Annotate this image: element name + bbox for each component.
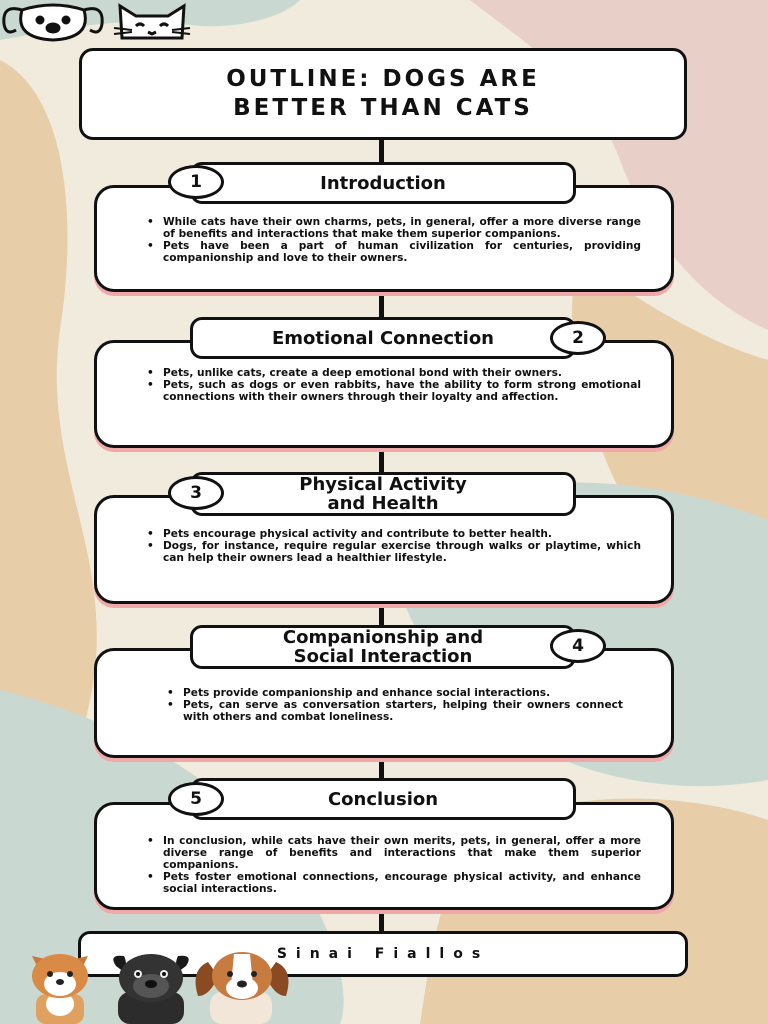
connector-line [379,910,384,932]
bullet-list [145,528,641,564]
bullet-item: • In conclusion, while cats have their own merits, pets, in general, offer a more diverse range of benefits and interactions that make them superior companions. [145,835,641,871]
section-number-badge: 1 [168,165,224,199]
bullet-list [145,835,641,895]
cat-face-icon [114,6,190,38]
section-heading: Conclusion [327,788,439,810]
section-number-badge: 2 [550,321,606,355]
section-heading-pill-4 [190,625,576,669]
section-heading-pill-3 [190,472,576,516]
shiba-dog-illustration [32,954,88,1024]
bullet-item: • Pets provide companionship and enhance social interactions. [165,687,623,699]
section-heading-pill-2 [190,317,576,359]
section-heading: Physical Activity and Health [299,474,467,514]
bullet-item: • Pets have been a part of human civilization for centuries, providing companionship and love to their owners. [145,240,641,264]
section-heading: Companionship and Social Interaction [282,627,484,667]
connector-line [379,448,384,474]
title-box [79,48,687,140]
bullet-list [145,216,641,264]
bullet-item: • Pets encourage physical activity and contribute to better health. [145,528,641,540]
bullet-item: • Pets, unlike cats, create a deep emotional bond with their owners. [145,367,641,379]
section-heading: Emotional Connection [272,327,494,349]
pug-dog-illustration [113,954,188,1024]
section-heading-pill-5 [190,778,576,820]
bullet-list [165,687,623,723]
section-number-badge: 3 [168,476,224,510]
author-name: Sinai Fiallos [276,946,490,962]
pets-illustration [24,946,294,1024]
section-number-badge: 4 [550,629,606,663]
bullet-item: • Pets foster emotional connections, encourage physical activity, and enhance social interactions. [145,871,641,895]
connector-line [379,140,384,164]
bullet-item: • While cats have their own charms, pets, in general, offer a more diverse range of benefits and interactions that make them superior companions. [145,216,641,240]
beagle-dog-illustration [196,952,289,1024]
bullet-item: • Dogs, for instance, require regular exercise through walks or playtime, which can help their owners lead a healthier lifestyle. [145,540,641,564]
bullet-list [145,367,641,403]
section-heading-pill-1 [190,162,576,204]
bullet-item: • Pets, such as dogs or even rabbits, have the ability to form strong emotional connections with their owners through their loyalty and affection. [145,379,641,403]
connector-line [379,292,384,320]
section-number-badge: 5 [168,782,224,816]
section-heading: Introduction [320,172,446,194]
page-title: OUTLINE: DOGS ARE BETTER THAN CATS [226,66,540,121]
dog-face-icon [4,5,102,40]
bullet-item: • Pets, can serve as conversation starters, helping their owners connect with others and combat loneliness. [165,699,623,723]
